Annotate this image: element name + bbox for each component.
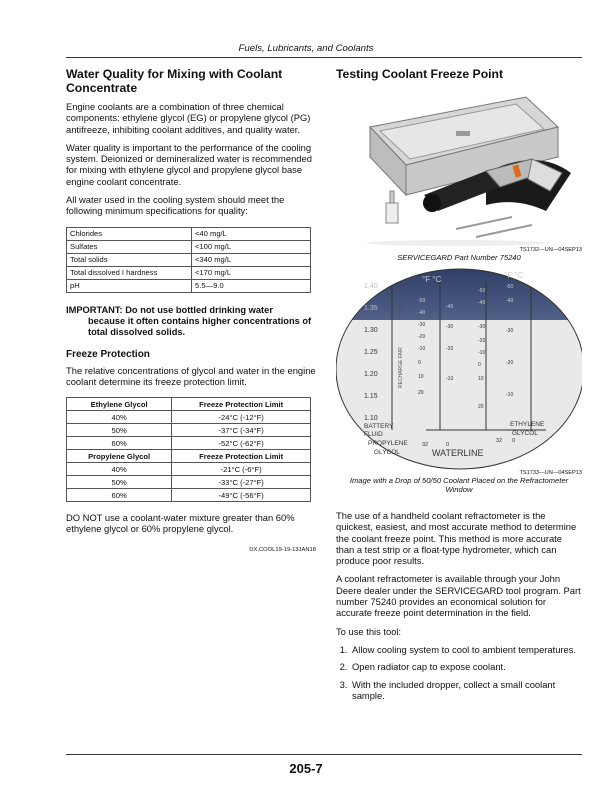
running-header: Fuels, Lubricants, and Coolants	[238, 43, 374, 54]
water-quality-paragraph: Water quality is important to the performance of the cooling system. Deionized or demineralized water is recommended for mixing with ethylene glycol and propylene glycol base engine coolant concentrate.	[66, 141, 312, 187]
left-column	[66, 67, 316, 553]
table-row	[67, 463, 311, 476]
pg-c-tick: -10	[446, 376, 454, 382]
waterline-c: 0	[512, 438, 516, 444]
freeze-limit: -52°C (-62°F)	[172, 437, 311, 450]
fluid-label: FLUID	[364, 431, 383, 438]
column-header: Propylene Glycol	[67, 450, 172, 463]
eg-f-tick: 10	[478, 376, 484, 382]
propylene-label: PROPYLENE	[368, 440, 408, 447]
freeze-limit: -37°C (-34°F)	[172, 424, 311, 437]
freeze-protection-table	[66, 397, 311, 502]
glycol-concentration: 50%	[67, 476, 172, 489]
table-row	[67, 411, 311, 424]
ri-tick: 1.20	[364, 371, 378, 378]
glycol-concentration: 60%	[67, 489, 172, 502]
unit-header: °F °C	[504, 271, 524, 280]
good-label: GOOD	[398, 298, 404, 314]
refractometer-window-image	[336, 268, 582, 470]
spec-name: Total solids	[67, 253, 192, 266]
spec-value: <170 mg/L	[192, 266, 311, 279]
figure2-caption: Image with a Drop of 50/50 Coolant Placed on the Refractometer Window	[349, 476, 569, 494]
eg-f-tick: -10	[478, 350, 486, 356]
spec-value: <100 mg/L	[192, 240, 311, 253]
freeze-limit: -24°C (-12°F)	[172, 411, 311, 424]
pg-f-tick: 20	[418, 390, 424, 396]
table-header-row	[67, 398, 311, 411]
freeze-limit: -33°C (-27°F)	[172, 476, 311, 489]
table-row	[67, 437, 311, 450]
propylene-glycol-label: GLYCOL	[374, 449, 400, 456]
eg-f-tick: 0	[478, 362, 481, 368]
eg-c-tick: -40	[506, 298, 514, 304]
waterline-c: 0	[446, 442, 450, 448]
important-rest: because it often contains higher concentrations of total dissolved solids.	[88, 315, 312, 338]
freeze-protection-heading: Freeze Protection	[66, 348, 150, 360]
spec-value: <340 mg/L	[192, 253, 311, 266]
pg-f-tick: -30	[418, 322, 426, 328]
steps-list	[336, 644, 582, 701]
spec-value: <40 mg/L	[192, 227, 311, 240]
ri-tick: 1.10	[364, 415, 378, 422]
glycol-concentration: 40%	[67, 463, 172, 476]
ri-tick: 1.30	[364, 327, 378, 334]
document-id: DX,COOL19-19-13JAN18	[249, 546, 316, 553]
water-quality-title: Water Quality for Mixing with Coolant Concentrate	[66, 67, 283, 95]
eg-f-tick: -50	[478, 288, 486, 294]
table-row	[67, 424, 311, 437]
refractometer-kit-photo	[336, 87, 580, 247]
spec-name: Chlorides	[67, 227, 192, 240]
freeze-limit: -21°C (-6°F)	[172, 463, 311, 476]
table-row	[67, 240, 311, 253]
table-row	[67, 489, 311, 502]
column-header: Freeze Protection Limit	[172, 450, 311, 463]
refractometer-availability: A coolant refractometer is available through your John Deere dealer under the SERVICEGARD tool program. Part number 75240 provides an economical solution for accurate freeze point determination in the field.	[336, 573, 581, 619]
to-use-tool: To use this tool:	[336, 625, 402, 637]
pg-f-tick: -40	[418, 310, 426, 316]
list-item: 1. Allow cooling system to cool to ambient temperatures.	[350, 644, 582, 655]
ethylene-label: ETHYLENE	[510, 421, 545, 428]
waterline-f: 32	[422, 442, 429, 448]
glycol-concentration: 40%	[67, 411, 172, 424]
figure1-caption: SERVICEGARD Part Number 75240	[397, 253, 521, 262]
ethylene-glycol-label: GLYCOL	[512, 430, 538, 437]
spec-name: pH	[67, 279, 192, 292]
column-header: Freeze Protection Limit	[172, 398, 311, 411]
freeze-protection-paragraph: The relative concentrations of glycol and water in the engine coolant determine its freeze protection limit.	[66, 364, 316, 387]
refractometer-scale	[336, 268, 582, 470]
column-header: Ethylene Glycol	[67, 398, 172, 411]
glycol-concentration: 50%	[67, 424, 172, 437]
right-column	[336, 67, 582, 707]
footer-rule	[66, 754, 582, 755]
table-row	[67, 279, 311, 292]
header-rule	[66, 57, 582, 58]
max-mixture-warning: DO NOT use a coolant-water mixture greater than 60% ethylene glycol or 60% propylene glycol.	[66, 512, 295, 535]
spec-intro-paragraph: All water used in the cooling system should meet the following minimum specifications for quality:	[66, 194, 285, 217]
pg-f-tick: -20	[418, 334, 426, 340]
refractometer-kit-illustration	[336, 87, 580, 247]
pg-f-tick: 0	[418, 360, 421, 366]
eg-f-tick: 20	[478, 404, 484, 410]
ri-tick: 1.15	[364, 393, 378, 400]
table-row	[67, 266, 311, 279]
unit-header: °F °C	[422, 275, 442, 284]
spec-name: Total dissolved I hardness	[67, 266, 192, 279]
freeze-limit: -49°C (-56°F)	[172, 489, 311, 502]
list-item: 2. Open radiator cap to expose coolant.	[350, 661, 582, 672]
spec-name: Sulfates	[67, 240, 192, 253]
spec-value: 5.5—9.0	[192, 279, 311, 292]
page-number: 205-7	[289, 761, 323, 776]
important-lead: IMPORTANT: Do not use bottled drinking water	[66, 304, 273, 315]
eg-c-tick: -50	[506, 284, 514, 290]
intro-paragraph: Engine coolants are a combination of three chemical components: ethylene glycol (EG) or propylene glycol (PG) antifreeze, inhibiting coolant additives, and quality water.	[66, 101, 311, 135]
pg-f-tick: -50	[418, 298, 426, 304]
waterline-label: WATERLINE	[432, 448, 484, 458]
list-item: 3. With the included dropper, collect a small coolant sample.	[350, 679, 582, 702]
pg-c-tick: -45	[446, 304, 454, 310]
pg-c-tick: -20	[446, 346, 454, 352]
battery-label: BATTERY	[364, 423, 394, 430]
pg-f-tick: 10	[418, 374, 424, 380]
pg-c-tick: -30	[446, 324, 454, 330]
glycol-concentration: 60%	[67, 437, 172, 450]
recharge-fair-label: RECHARGE FAIR	[398, 347, 404, 388]
ri-tick: 1.35	[364, 305, 378, 312]
eg-c-tick: -20	[506, 360, 514, 366]
eg-c-tick: -10	[506, 392, 514, 398]
eg-f-tick: -30	[478, 324, 486, 330]
table-header-row	[67, 450, 311, 463]
testing-coolant-title: Testing Coolant Freeze Point	[336, 67, 504, 81]
waterline-f: 32	[496, 438, 503, 444]
figure1-id: TS1732—UN—04SEP13	[519, 247, 582, 253]
important-notice	[66, 305, 316, 339]
figure2-id: TS1733—UN—04SEP13	[519, 470, 582, 476]
eg-f-tick: -20	[478, 338, 486, 344]
ri-tick: 1.40	[364, 283, 378, 290]
ri-tick: 1.25	[364, 349, 378, 356]
table-row	[67, 476, 311, 489]
eg-c-tick: -30	[506, 328, 514, 334]
refractometer-intro: The use of a handheld coolant refractometer is the quickest, easiest, and most accurate method to determine the coolant freeze point. This method is more accurate than a test strip or a float-type hydrometer, which can produce poor results.	[336, 510, 577, 567]
table-row	[67, 227, 311, 240]
water-spec-table	[66, 227, 311, 293]
eg-f-tick: -40	[478, 300, 486, 306]
table-row	[67, 253, 311, 266]
pg-f-tick: -10	[418, 346, 426, 352]
